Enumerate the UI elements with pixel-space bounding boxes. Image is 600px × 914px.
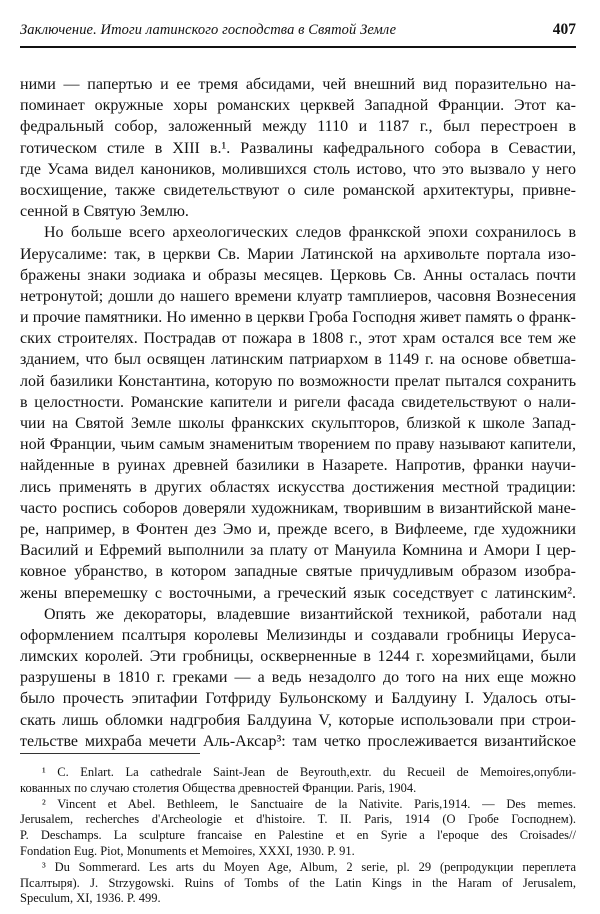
text-line: Иерусалиме: так, в церкви Св. Марии Латинской на архивольте портала изо-	[20, 245, 576, 263]
text-line: бражены знаки зодиака и образы месяцев. Церковь Св. Анны осталась почти	[20, 266, 576, 284]
text-line: и прочие памятники. Но именно в церкви Гроба Господня живет память о франк-	[20, 309, 576, 327]
running-head-title: Заключение. Итоги латинского господства в Святой Земле	[20, 22, 397, 38]
text-line: где Усама видел каноников, молившихся столь истово, что это вызвало у него	[20, 160, 576, 178]
text-line: Опять же декораторы, владевшие византийской техникой, работали над	[44, 605, 576, 623]
text-line: ре, например, в Фонтен дез Эмо и, прежде всего, в Вифлееме, где художники	[20, 520, 576, 538]
text-line: сенной в Святую Землю.	[20, 203, 189, 221]
footnotes	[20, 765, 576, 907]
text-line: готическом стиле в XIII в.¹. Развалины кафедрального собора в Севастии,	[20, 139, 576, 157]
text-line: часто роспись соборов доверяли художникам, творившим в византийской мане-	[20, 499, 576, 517]
text-line: жены вперемешку с восточными, а греческий язык соседствует с латинским².	[20, 584, 576, 602]
text-line: разрушены в 1810 г. греками — а ведь незадолго до того на них еще можно	[20, 669, 576, 687]
text-line: лись применять в других областях искусства достижения местной традиции:	[20, 478, 576, 496]
page-number: 407	[552, 21, 576, 38]
footnote-line: P. Deschamps. La sculpture francaise en Palestine et en Syrie a l'epoque des Croisades//	[20, 828, 576, 843]
text-line: поминает окружные хоры романских церквей Западной Франции. Этот ка-	[20, 97, 576, 115]
text-line: зданием, что был освящен латинским патриархом в 1149 г. на основе обветша-	[20, 351, 576, 369]
text-line: ними — папертью и ее тремя абсидами, чей внешний вид поразительно на-	[20, 76, 576, 93]
footnote-line: ² Vincent et Abel. Bethleem, le Sanctuaire de la Nativite. Paris,1914. — Des memes.	[42, 796, 576, 811]
text-line: лой базилики Константина, которую по возможности прелат пытался сохранить	[20, 372, 576, 390]
text-line: нетронутой; дошли до нашего времени клуатр тамплиеров, часовня Вознесения	[20, 287, 576, 305]
running-header	[20, 12, 576, 48]
text-line: ной Франции, чьим самым знаменитым творением по праву называют капители,	[20, 436, 576, 454]
text-line: ковное убранство, в котором западные святые причудливым образом изобра-	[20, 563, 576, 581]
text-line: в целостности. Романские капители и ригели фасада свидетельствуют о нали-	[20, 393, 576, 411]
footnote-line: Fondation Eug. Piot, Monuments et Memoires, XXXI, 1930. P. 91.	[20, 843, 355, 858]
footnote-line: Jerusalem, recherches d'Archeologie et d'histoire. T. II. Paris, 1914 (О Гробе Господнем).	[20, 812, 576, 827]
text-line: оформлением псалтыря королевы Мелизинды и создавали гробницы Иеруса-	[20, 626, 576, 644]
footnote-divider	[20, 753, 200, 754]
footnote-line: кованных по случаю столетия Общества древностей Франции. Paris, 1904.	[20, 780, 417, 795]
text-line: Василий и Ефремий выполнили за плату от Мануила Комнина и Амори I цер-	[20, 542, 576, 560]
text-line: лимских королей. Эти гробницы, оскверненные в 1244 г. хорезмийцами, были	[20, 648, 576, 666]
text-line: Но больше всего археологических следов франкской эпохи сохранилось в	[44, 224, 576, 242]
text-line: найденные в руинах древней базилики в Назарете. Напротив, франки научи-	[20, 457, 576, 475]
footnote-line: ³ Du Sommerard. Les arts du Moyen Age, Album, 2 serie, pl. 29 (репродукции переплета	[42, 859, 576, 874]
text-line: восхищение, также свидетельствуют о силе романской архитектуры, привне-	[20, 181, 576, 199]
main-text	[20, 74, 576, 752]
text-line: тельстве михраба мечети Аль-Аксар³: там четко прослеживается византийское	[20, 732, 576, 750]
footnote-line: Speculum, XI, 1936. P. 499.	[20, 891, 161, 906]
text-line: было прочесть эпитафии Готфриду Бульонскому и Балдуину I. Удалось оты-	[20, 690, 576, 708]
text-line: чии на Святой Земле школы франкских скульпторов, близкой к школе Запад-	[20, 415, 576, 432]
text-line: ских строителях. Пострадав от пожара в 1808 г., этот храм остался все тем же	[20, 330, 576, 348]
footnote-line: ¹ C. Enlart. La cathedrale Saint-Jean de Beyrouth,extr. du Recueil de Memoires,опубли-	[42, 765, 576, 779]
text-line: федральный собор, заложенный между 1110 и 1187 г., был перестроен в	[20, 118, 576, 136]
text-line: скать лишь обломки надгробия Балдуина V, которые использовали при строи-	[20, 711, 576, 729]
footnote-line: Псалтыря). J. Strzygowski. Ruins of Tombs of the Latin Kings in the Haram of Jerusalem,	[20, 875, 576, 890]
